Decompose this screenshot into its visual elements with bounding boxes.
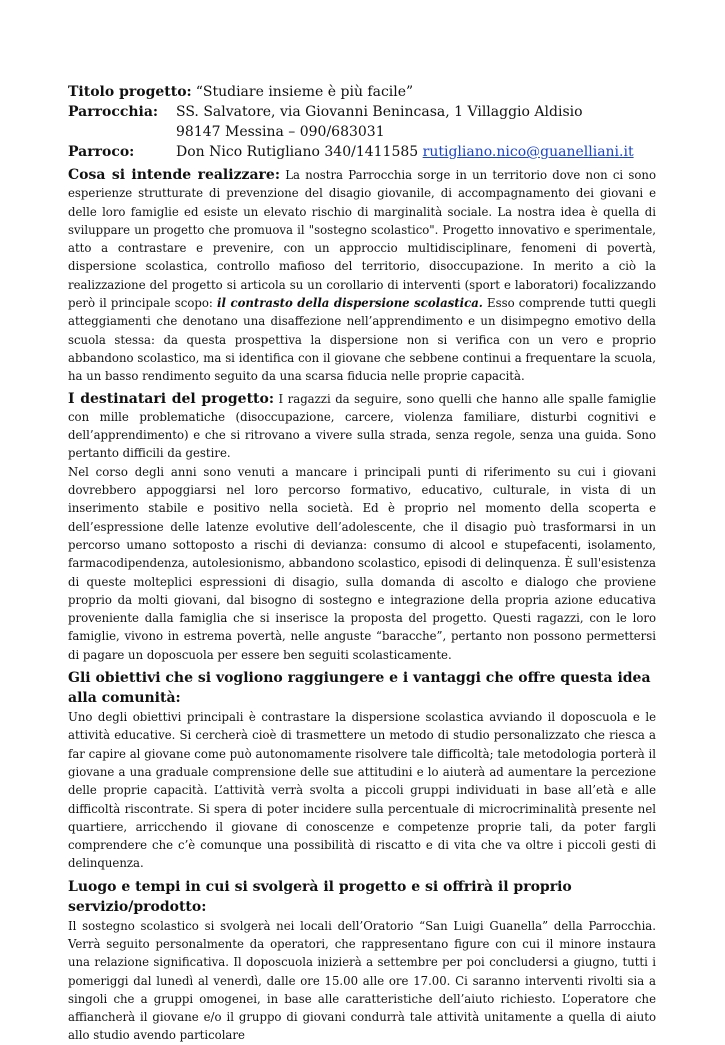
- section-realizzare-title: Cosa si intende realizzare:: [68, 167, 280, 183]
- parrocchia-row: [68, 102, 656, 122]
- section-realizzare: [68, 166, 656, 386]
- section-obiettivi-title: Gli obiettivi che si vogliono raggiungere e i vantaggi che offre questa idea alla comunità:: [68, 670, 651, 707]
- titolo-row: [68, 82, 656, 102]
- titolo-value: “Studiare insieme è più facile”: [195, 84, 414, 100]
- parroco-row: [68, 142, 656, 162]
- section-realizzare-text-a: La nostra Parrocchia sorge in un territorio dove non ci sono esperienze strutturate di prevenzione del disagio giovanile, di accompagnamento dei giovani e delle loro famiglie ed esiste un elevato rischio di marginalità sociale. La nostra idea è quella di sviluppare un progetto che promuova il "sostegno scolastico". Progetto innovativo e sperimentale, atto a contrastare e prevenire, con un approccio multidisciplinare, fenomeni di povertà, dispersione scolastica, controllo mafioso del territorio, disoccupazione. In merito a ciò la realizzazione del progetto si articola su un corollario di interventi (sport e laboratori) focalizzando però il principale scopo:: [68, 168, 656, 311]
- section-luogo-tempi-title: Luogo e tempi in cui si svolgerà il progetto e si offrirà il proprio servizio/prodotto:: [68, 878, 572, 915]
- section-realizzare-emphasis: il contrasto della dispersione scolastica.: [217, 296, 483, 311]
- section-luogo-tempi-text: Il sostegno scolastico si svolgerà nei locali dell’Oratorio “San Luigi Guanella” della Parrocchia. Verrà seguito personalmente da operatori, che rappresentano figure con cui il minore instaura una relazione significativa. Il doposcuola inizierà a settembre per poi concludersi a giugno, tutti i pomeriggi dal lunedì al venerdì, dalle ore 15.00 alle ore 17.00. Ci saranno interventi rivolti sia a singoli che a gruppi omogenei, in base alle caratteristiche dell’aiuto richiesto. L’operatore che affiancherà il giovane e/o il gruppo di giovani condurrà tale attività unitamente a quella di aiuto allo studio avendo particolare: [68, 918, 656, 1043]
- parrocchia-row-2: [68, 122, 656, 142]
- parrocchia-line2: 98147 Messina – 090/683031: [176, 124, 385, 140]
- parroco-label: Parroco:: [68, 144, 135, 160]
- titolo-label: Titolo progetto:: [68, 84, 192, 100]
- section-obiettivi: [68, 668, 656, 873]
- section-obiettivi-text: Uno degli obiettivi principali è contrastare la dispersione scolastica avviando il doposcuola e le attività educative. Si cercherà cioè di trasmettere un metodo di studio personalizzato che riesca a far capire al giovane come può autonomamente risolvere tale difficoltà; tale metodologia porterà il giovane a una graduale comprensione delle sue attitudini e lo aiuterà ad aumentare la percezione delle proprie capacità. L’attività verrà svolta a piccoli gruppi individuati in base all’età e alle difficoltà riscontrate. Si spera di poter incidere sulla percentuale di microcriminalità presente nel quartiere, arricchendo il giovane di conoscenze e competenze proprie tali, da poter fargli comprendere che c’è comunque una possibilità di riscatto e di vita che va oltre i piccoli gesti di delinquenza.: [68, 710, 656, 871]
- section-destinatari-title: I destinatari del progetto:: [68, 390, 275, 407]
- parrocchia-label: Parrocchia:: [68, 104, 159, 120]
- section-realizzare-text-b: Esso comprende tutti quegli atteggiamenti che denotano una disaffezione nell’apprendimento e un disimpegno emotivo della scuola stessa: da questa prospettiva la dispersione non si verifica con un vero e proprio abbandono scolastico, ma si identifica con il giovane che sebbene continui a frequentare la scuola, ha un basso rendimento seguito da una scarsa fiducia nelle proprie capacità.: [68, 296, 656, 384]
- document-page: [68, 82, 656, 1045]
- section-luogo-tempi: [68, 877, 656, 1045]
- section-destinatari: [68, 390, 656, 664]
- section-destinatari-text-a: I ragazzi da seguire, sono quelli che hanno alle spalle famiglie con mille problematiche (disoccupazione, carcere, violenza familiare, disturbi cognitivi e dell’apprendimento) e che si ritrovano a vivere sulla strada, senza regole, senza una guida. Sono pertanto difficili da gestire.: [68, 391, 657, 461]
- parroco-value: Don Nico Rutigliano 340/1411585: [176, 144, 423, 160]
- parrocchia-line1: SS. Salvatore, via Giovanni Benincasa, 1 Villaggio Aldisio: [176, 104, 583, 120]
- parroco-email-link[interactable]: rutigliano.nico@guanelliani.it: [422, 144, 634, 160]
- section-destinatari-text-b: Nel corso degli anni sono venuti a mancare i principali punti di riferimento su cui i giovani dovrebbero appoggiarsi nel loro percorso formativo, educativo, culturale, in vista di un inserimento stabile e positivo nella società. Ed è proprio nel momento della scoperta e dell’espressione delle latenze evolutive dell’adolescente, che il disagio può trasformarsi in un percorso umano sottoposto a rischi di devianza: consumo di alcool e stupefacenti, isolamento, farmacodipendenza, autolesionismo, abbandono scolastico, episodi di delinquenza. È sull'esistenza di queste molteplici espressioni di disagio, sulla domanda di ascolto e dialogo che proviene proprio da molti giovani, dal bisogno di sostegno e integrazione della propria azione educativa proveniente dalla famiglia che si inserisce la proposta del progetto. Questi ragazzi, con le loro famiglie, vivono in estrema povertà, nelle anguste “baracche”, pertanto non possono permettersi di pagare un doposcuola per essere ben seguiti scolasticamente.: [68, 464, 656, 662]
